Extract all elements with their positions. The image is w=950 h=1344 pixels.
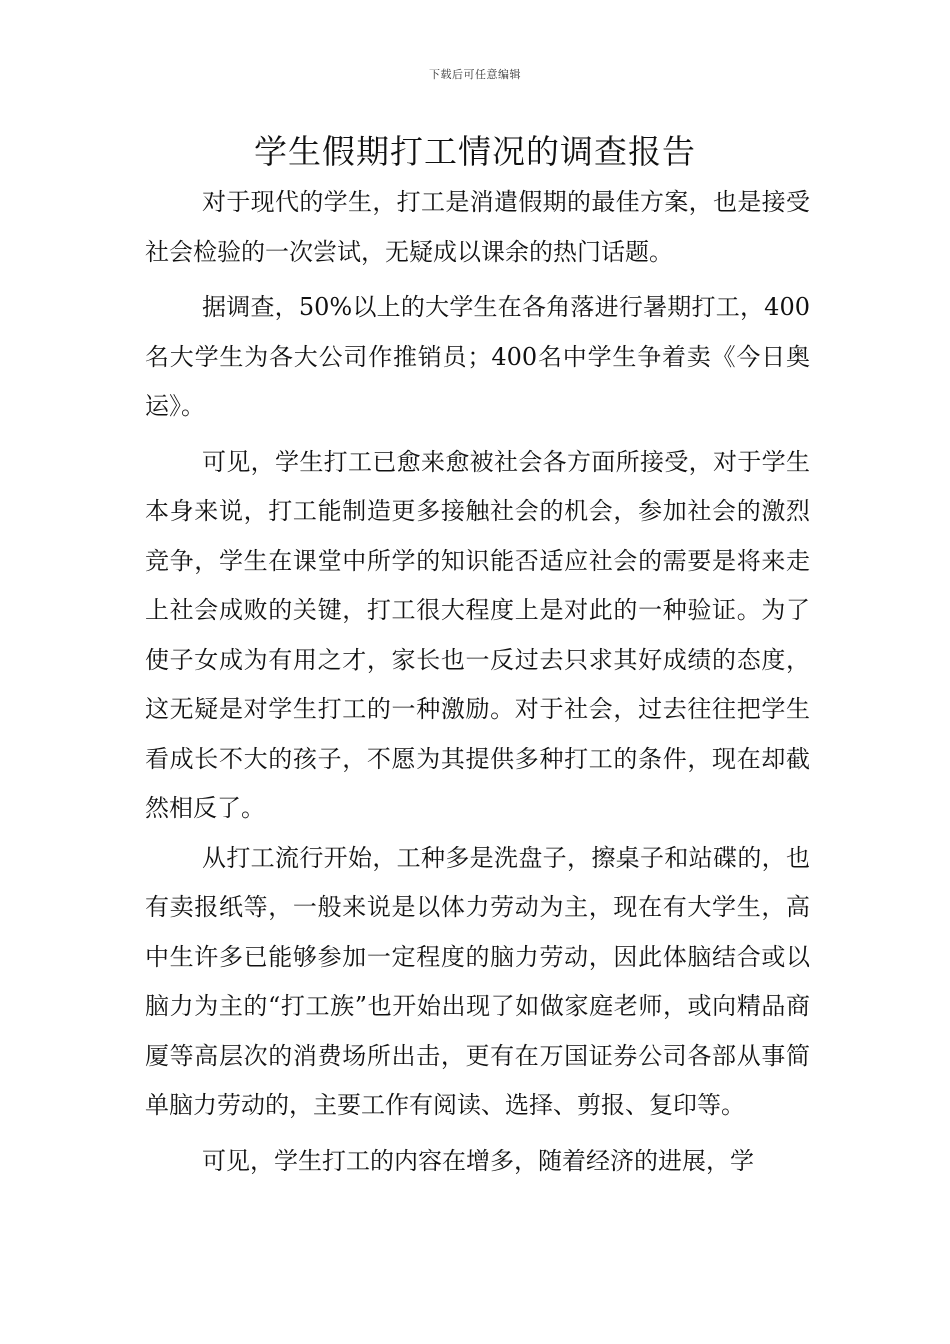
paragraph-survey: 据调查，50%以上的大学生在各角落进行暑期打工，400名大学生为各大公司作推销员；400名中学生争着卖《今日奥运》。 (145, 293, 810, 420)
document-title: 学生假期打工情况的调查报告 (254, 132, 696, 171)
paragraph-acceptance: 可见，学生打工已愈来愈被社会各方面所接受，对于学生本身来说，打工能制造更多接触社会的机会，参加社会的激烈竞争，学生在课堂中所学的知识能否适应社会的需要是将来走上社会成败的关键，打工很大程度上是对此的一种验证。为了使子女成为有用之才，家长也一反过去只求其好成绩的态度，这无疑是对学生打工的一种激励。对于社会，过去往往把学生看成长不大的孩子，不愿为其提供多种打工的条件，现在却截然相反了。 (145, 447, 810, 822)
paragraph-intro: 对于现代的学生，打工是消遣假期的最佳方案，也是接受社会检验的一次尝试，无疑成以课余的热门话题。 (145, 188, 810, 266)
paragraph-job-types: 从打工流行开始，工种多是洗盘子，擦桌子和站碟的，也有卖报纸等，一般来说是以体力劳动为主，现在有大学生，高中生许多已能够参加一定程度的脑力劳动，因此体脑结合或以脑力为主的“打工族”也开始出现了如做家庭老师，或向精品商厦等高层次的消费场所出击，更有在万国证券公司各部从事简单脑力劳动的，主要工作有阅读、选择、剪报、复印等。 (145, 843, 810, 1119)
document-body (145, 178, 810, 1186)
header-note: 下载后可任意编辑 (429, 68, 521, 81)
paragraph-conclusion: 可见，学生打工的内容在增多，随着经济的进展，学 (202, 1146, 754, 1175)
